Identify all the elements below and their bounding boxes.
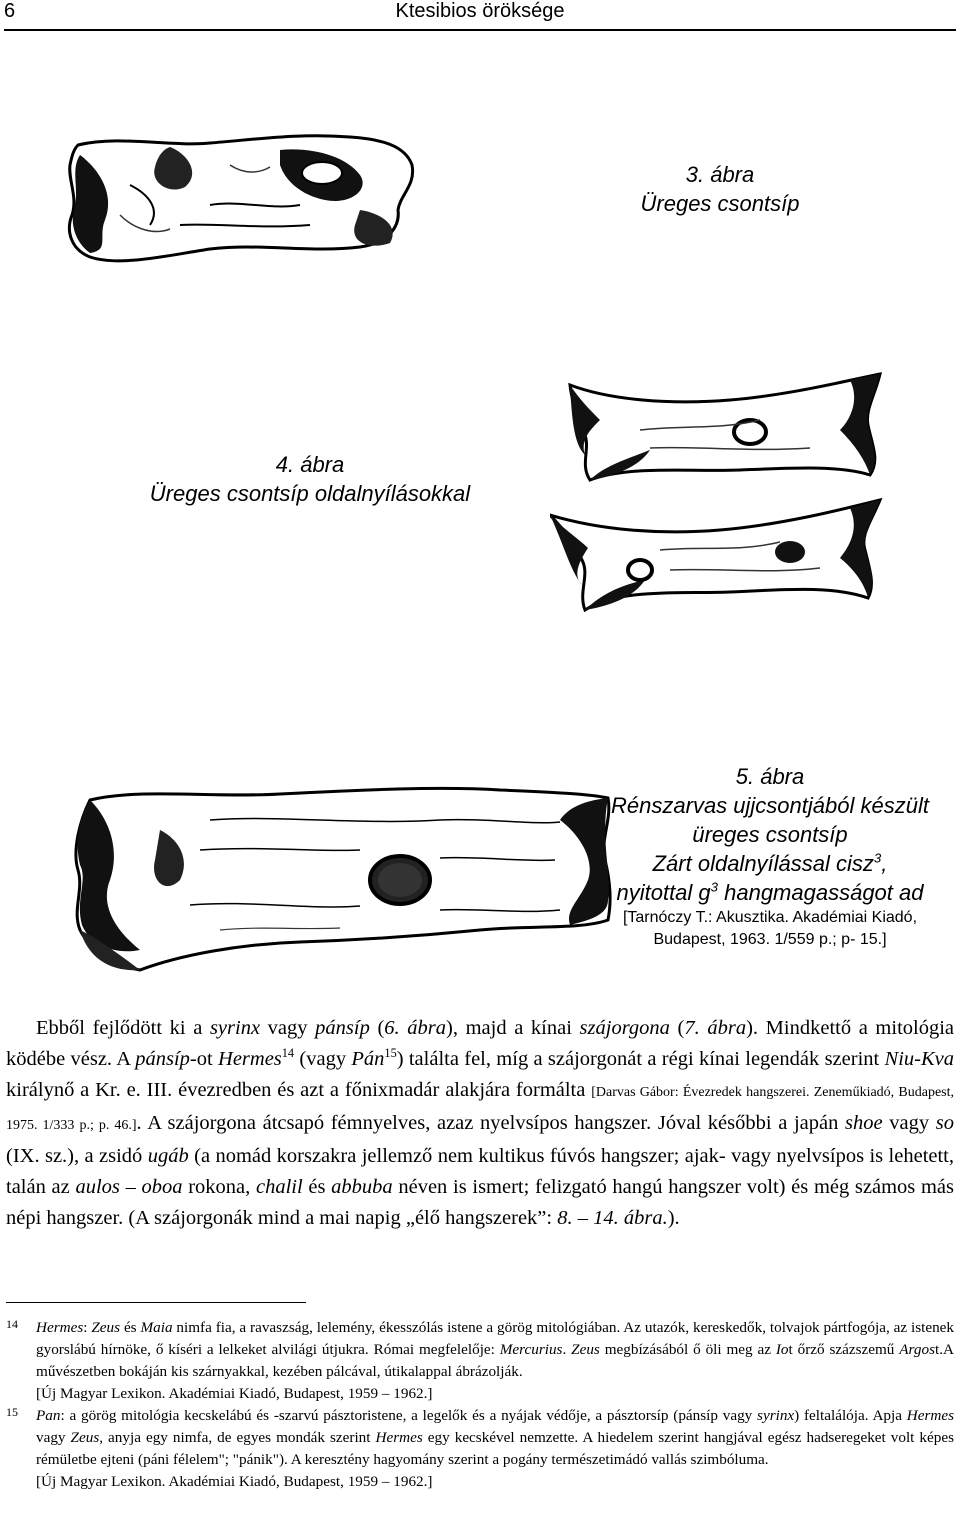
figure-5-number: 5. ábra	[735, 764, 805, 789]
figure-3-number: 3. ábra	[685, 162, 755, 187]
figure-5-line-3: Zárt oldalnyílással cisz$^3$,	[652, 850, 888, 876]
footnote-mark-15: 15	[6, 1405, 18, 1419]
figure-4-caption	[70, 450, 550, 508]
inline-citation: [Darvas Gábor: Évezredek hangszerei. Zeneműkiadó, Budapest, 1975. 1/333 p.; p. 46.]	[6, 1085, 954, 1133]
figure-3-caption	[570, 160, 870, 218]
figure-5-line-2: üreges csontsíp	[692, 822, 848, 847]
footnote-rule	[6, 1302, 306, 1303]
figure-4-illustration	[550, 370, 890, 620]
header-rule	[4, 29, 956, 31]
footnote-mark-14: 14	[6, 1317, 18, 1331]
figure-3-title: Üreges csontsíp	[640, 191, 800, 216]
footnote-14-reference: [Új Magyar Lexikon. Akadémiai Kiadó, Budapest, 1959 – 1962.]	[36, 1385, 433, 1402]
body-paragraph: Ebből fejlődött ki a syrinx vagy pánsíp (6. ábra), majd a kínai szájorgona (7. ábra). Mindkettő a mitológia ködébe vész. A pánsíp-ot Hermes$^{14}$ (vagy Pán$^{15}$) találta fel, míg a szájorgonát a régi kínai legendák szerint Niu-Kva királynő a Kr. e. III. évezredben és azt a főnixmadár alakjára formálta [Darvas Gábor: Évezredek hangszerei. Zeneműkiadó, Budapest, 1975. 1/333 p.; p. 46.]. A szájorgona átcsapó fémnyelves, azaz nyelvsípos hangszer. Jóval későbbi a japán shoe vagy so (IX. sz.), a zsidó ugáb (a nomád korszakra jellemző nem kultikus fúvós hangszer; ajak- vagy nyelvsípos is lehetett, talán az aulos – oboa rokona, chalil és abbuba néven is ismert; felizgató hangú hangszer volt) és még számos más népi hangszer. (A szájorgonák mind a mai napig „élő hangszerek”: 8. – 14. ábra.).	[6, 1017, 955, 1229]
figure-5-caption	[580, 762, 960, 951]
page-number: 6	[4, 0, 16, 22]
figure-3-illustration	[60, 125, 420, 275]
figure-4-number: 4. ábra	[275, 452, 345, 477]
running-title: Ktesibios öröksége	[395, 0, 565, 22]
footnote-ref-15[interactable]: 15	[384, 1046, 397, 1061]
figure-5-source-2: Budapest, 1963. 1/559 p.; p- 15.]	[653, 931, 887, 948]
footnotes	[6, 1317, 954, 1493]
figure-4-title: Üreges csontsíp oldalnyílásokkal	[149, 481, 471, 506]
figure-5-source-1: [Tarnóczy T.: Akusztika. Akadémiai Kiadó,	[622, 909, 918, 926]
footnote-14: 14 Hermes: Zeus és Maia nimfa fia, a ravaszság, lelemény, ékesszólás istene a görög mitológiában. Az utazók, kereskedők, tolvajok pártfogója, az istenek gyorslábú hírnöke, ő kíséri a lelkeket alvilági útjukra. Római megfelelője: Mercurius. Zeus megbízásából ő öli meg az Iot őrző százszemű Argost.A művészetben bokáján kis szárnyakkal, kezében pálcával, útikalappal ábrázolják. [Új Magyar Lexikon. Akadémiai Kiadó, Budapest, 1959 – 1962.]	[6, 1317, 954, 1405]
footnote-ref-14[interactable]: 14	[281, 1046, 295, 1061]
figure-5-illustration	[60, 780, 620, 980]
figure-5-line-4: nyitottal $g^3$ hangmagasságot ad	[616, 879, 924, 905]
figure-5-line-1: Rénszarvas ujjcsontjából készült	[611, 793, 929, 818]
footnote-15: 15 Pan: a görög mitológia kecskelábú és -szarvú pásztoristene, a legelők és a nyájak védője, a pásztorsíp (pánsíp vagy syrinx) feltalálója. Apja Hermes vagy Zeus, anyja egy nimfa, de egyes mondák szerint Hermes egy kecskével nemzette. A hiedelem szerint hangjával egész hadseregeket volt képes rémületbe ejteni (páni félelem"; "pánik"). A keresztény hagyomány szerint a pogány természetimádó vallás szimbóluma. [Új Magyar Lexikon. Akadémiai Kiadó, Budapest, 1959 – 1962.]	[6, 1405, 954, 1493]
footnote-15-reference: [Új Magyar Lexikon. Akadémiai Kiadó, Budapest, 1959 – 1962.]	[36, 1473, 433, 1490]
